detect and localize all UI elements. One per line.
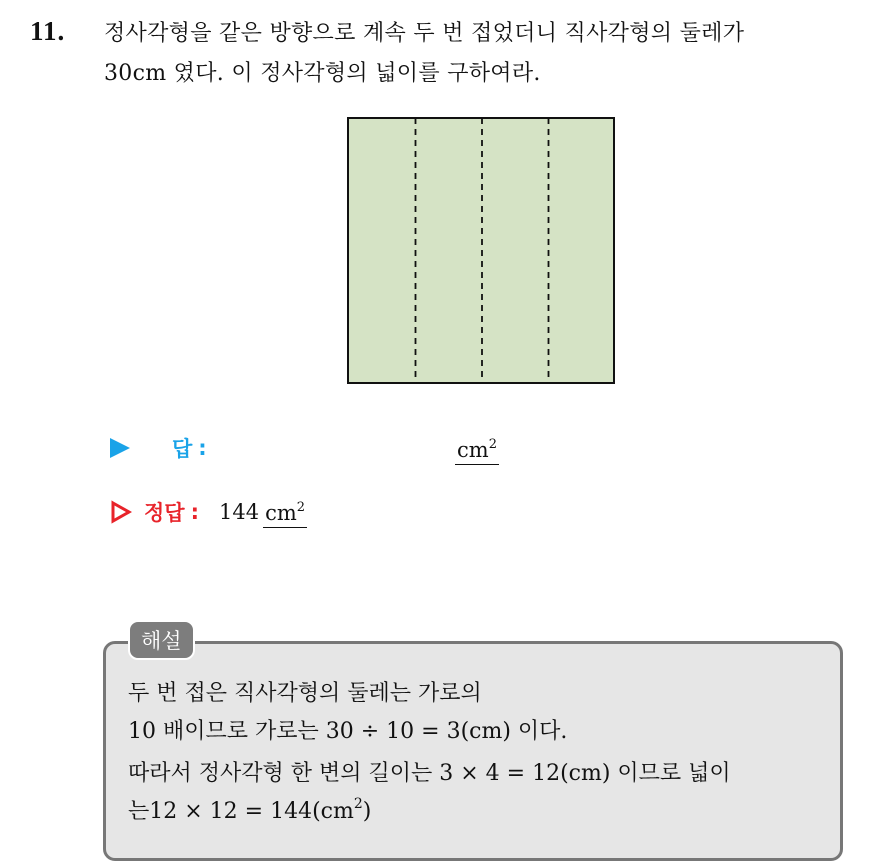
explanation-line-3: 따라서 정사각형 한 변의 길이는 3 × 4 = 12(cm) 이므로 넓이: [128, 761, 731, 786]
explanation-tab: 해설: [128, 620, 195, 660]
answer-blank-unit[interactable]: [455, 433, 499, 465]
play-icon: [110, 438, 130, 458]
folded-square-figure: [347, 117, 615, 384]
correct-answer-unit-exponent: 2: [296, 500, 306, 515]
answer-row: [110, 430, 207, 466]
question-number: 11.: [30, 16, 66, 46]
question-text-line-1: 정사각형을 같은 방향으로 계속 두 번 접었더니 직사각형의 둘레가: [104, 21, 745, 46]
answer-unit-exponent: 2: [488, 437, 497, 452]
correct-answer-row: [110, 494, 307, 530]
explanation-box: [103, 641, 843, 861]
explanation-line-1: 두 번 접은 직사각형의 둘레는 가로의: [128, 681, 482, 706]
correct-answer-unit: cm: [265, 501, 297, 525]
correct-answer-unit-box: [263, 496, 307, 528]
correct-answer-colon: :: [190, 500, 199, 524]
outline-play-icon: [110, 500, 132, 524]
explanation-line-4: [128, 794, 371, 825]
correct-answer-value: 144: [218, 500, 260, 524]
explanation-line-4-close: ): [362, 799, 372, 824]
explanation-line-4-exponent: 2: [353, 796, 363, 812]
correct-answer-label: 정답: [144, 501, 185, 525]
answer-unit: cm: [457, 438, 489, 462]
question-text-line-2: 30cm 였다. 이 정사각형의 넓이를 구하여라.: [104, 61, 541, 86]
square-shape: [348, 118, 614, 383]
answer-colon: :: [198, 436, 207, 460]
answer-label: 답: [172, 437, 193, 461]
explanation-line-4-text: 는12 × 12 = 144(cm: [128, 799, 354, 824]
explanation-line-2: 10 배이므로 가로는 30 ÷ 10 = 3(cm) 이다.: [128, 719, 568, 744]
